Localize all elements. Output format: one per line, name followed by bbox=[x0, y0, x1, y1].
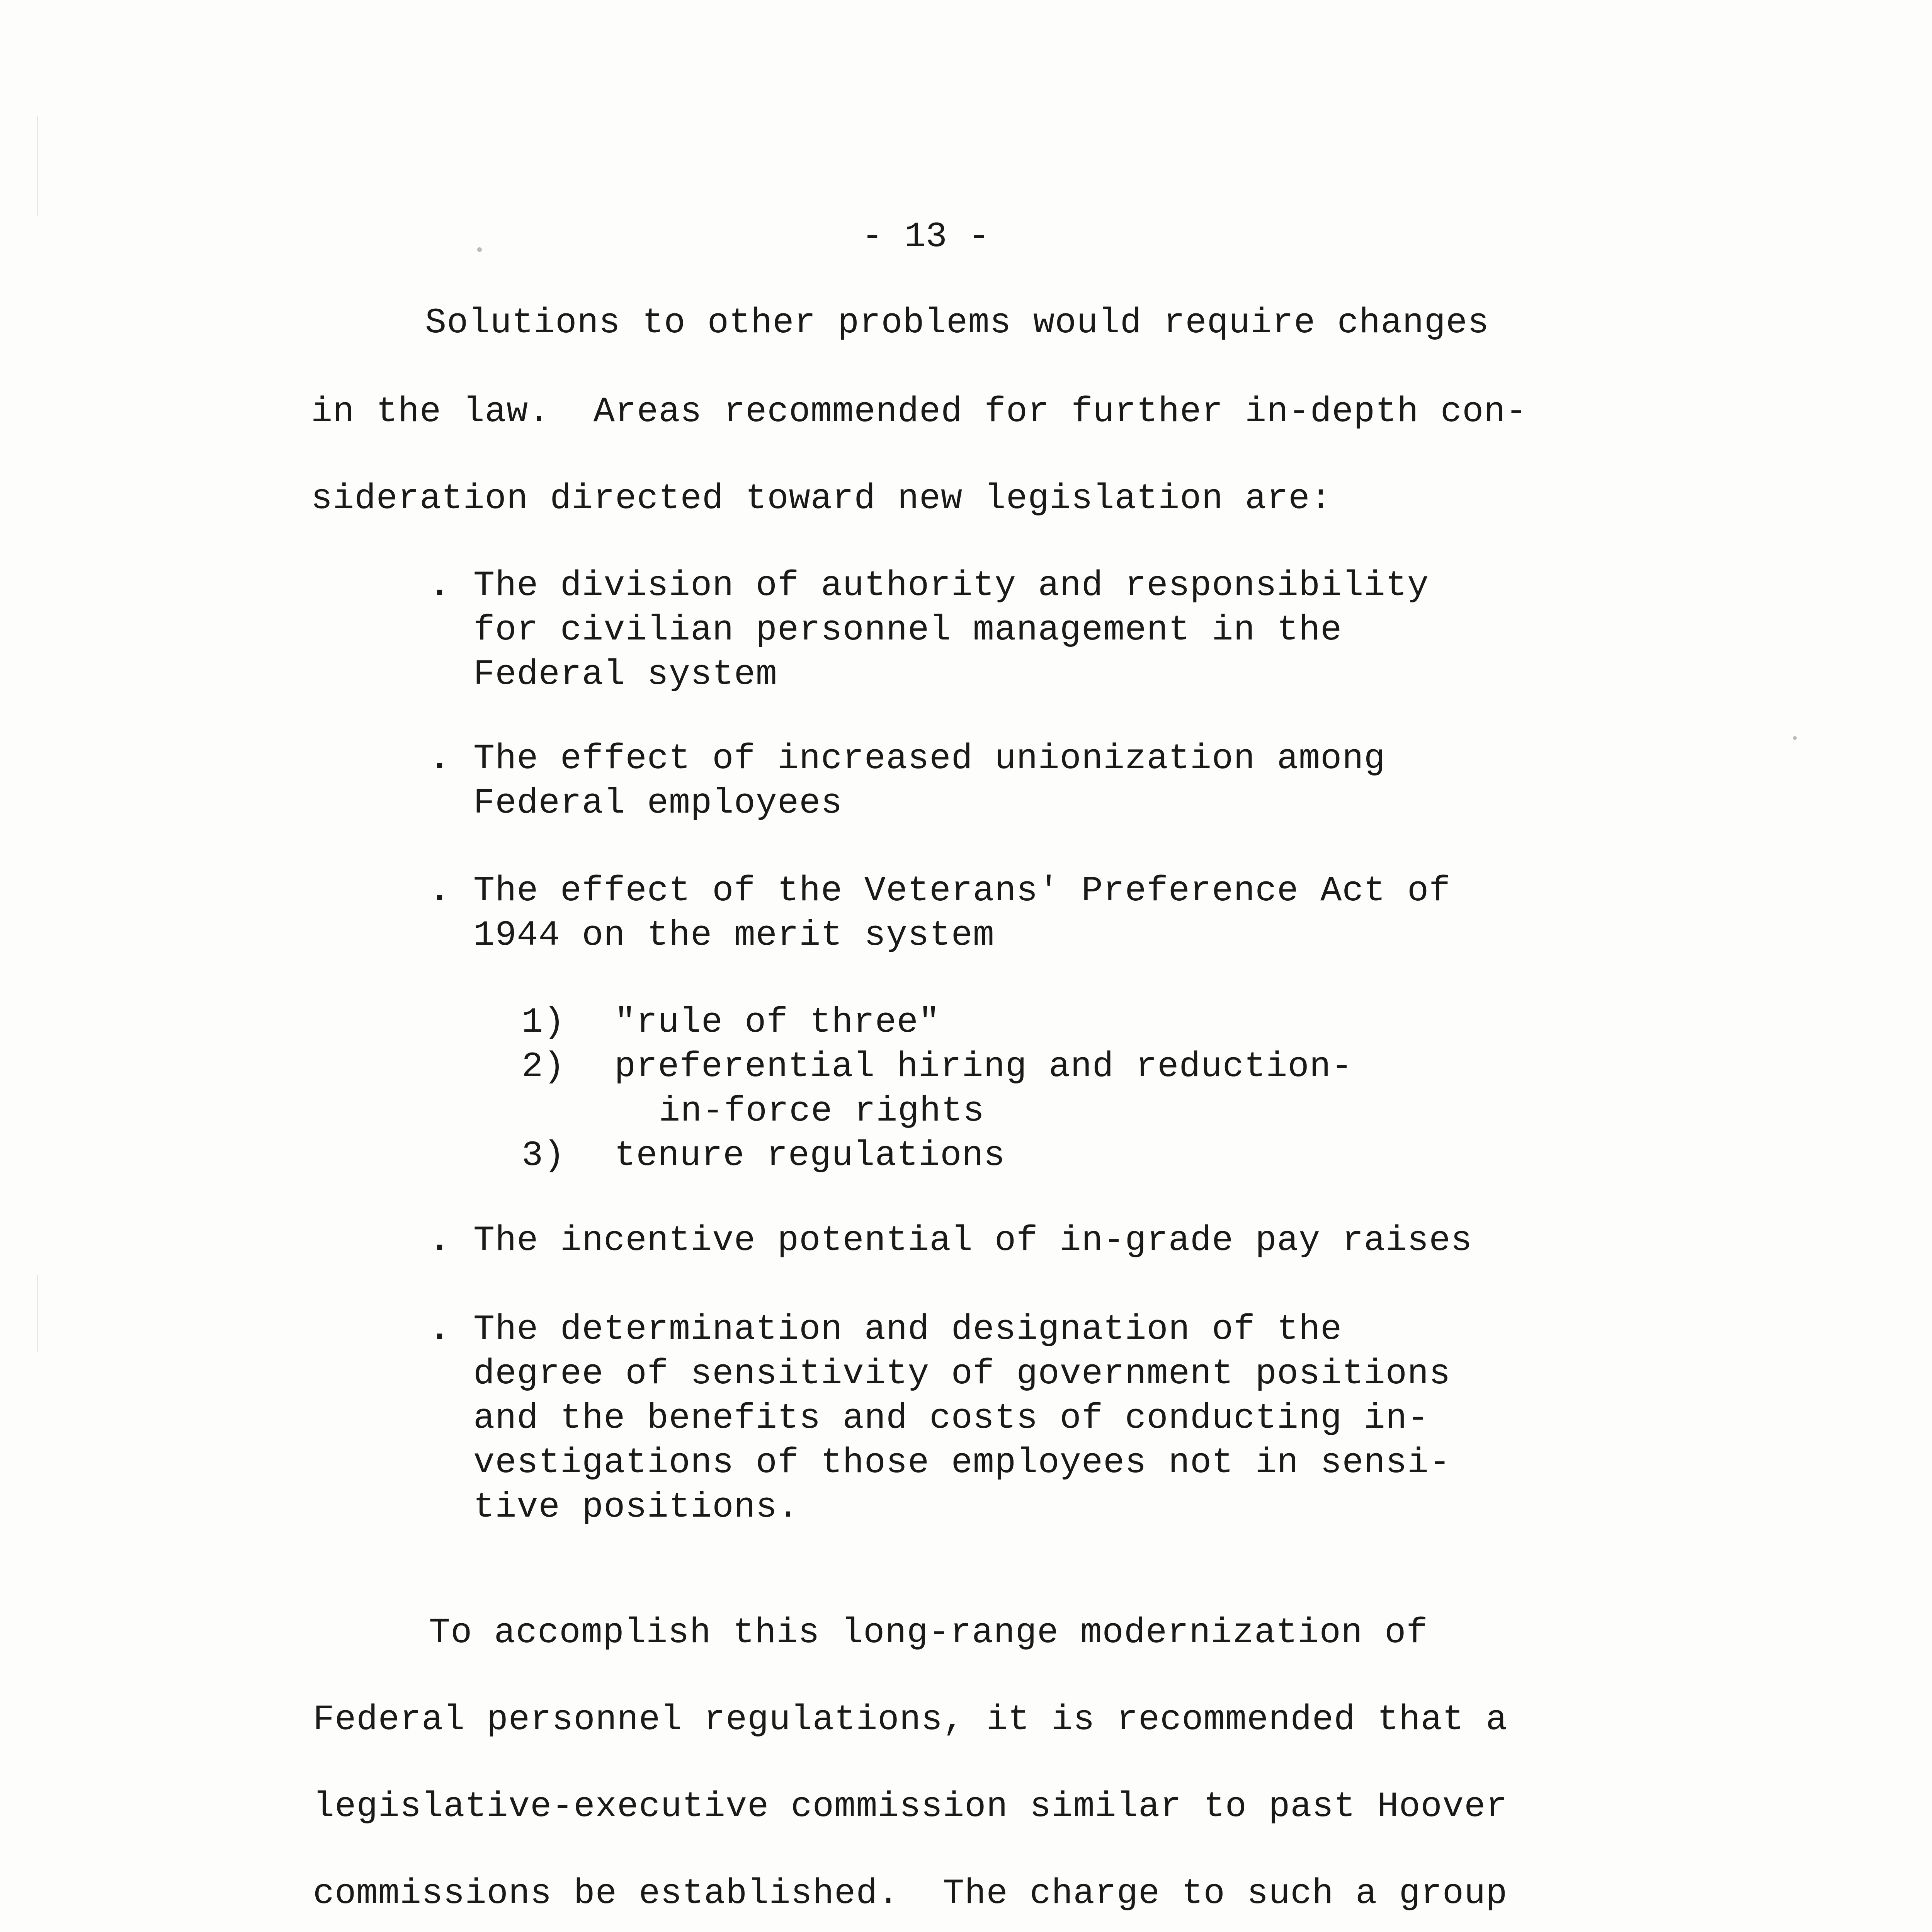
bullet-marker: . bbox=[429, 1220, 451, 1261]
closing-line: commissions be established. The charge to such a group bbox=[313, 1873, 1508, 1914]
closing-line: To accomplish this long-range modernization of bbox=[429, 1612, 1428, 1653]
bullet-line: vestigations of those employees not in sensi- bbox=[473, 1442, 1451, 1483]
bullet-line: The incentive potential of in-grade pay raises bbox=[473, 1220, 1473, 1261]
sublist-number: 2) bbox=[522, 1046, 565, 1087]
bullet-line: Federal employees bbox=[473, 783, 843, 823]
sublist-text: in-force rights bbox=[659, 1091, 985, 1131]
scan-edge-mark bbox=[37, 1275, 38, 1352]
intro-line: Solutions to other problems would require changes bbox=[425, 303, 1490, 343]
bullet-line: for civilian personnel management in the bbox=[473, 610, 1342, 650]
scan-edge-mark bbox=[37, 116, 38, 216]
bullet-line: Federal system bbox=[473, 654, 777, 695]
sublist-text: tenure regulations bbox=[614, 1135, 1005, 1176]
sublist-text: "rule of three" bbox=[614, 1002, 940, 1043]
scan-speck bbox=[477, 247, 482, 252]
bullet-line: and the benefits and costs of conducting in- bbox=[473, 1398, 1429, 1439]
bullet-line: The determination and designation of the bbox=[473, 1309, 1342, 1350]
bullet-line: The effect of increased unionization among bbox=[473, 738, 1386, 779]
bullet-line: The division of authority and responsibility bbox=[473, 565, 1429, 606]
bullet-line: degree of sensitivity of government positions bbox=[473, 1354, 1451, 1394]
intro-line: in the law. Areas recommended for further in-depth con- bbox=[311, 391, 1527, 432]
scan-speck bbox=[1793, 736, 1797, 740]
bullet-marker: . bbox=[429, 871, 451, 911]
sublist-text: preferential hiring and reduction- bbox=[614, 1046, 1353, 1087]
bullet-line: 1944 on the merit system bbox=[473, 915, 995, 956]
bullet-marker: . bbox=[429, 565, 451, 606]
closing-line: legislative-executive commission similar to past Hoover bbox=[313, 1786, 1508, 1827]
bullet-marker: . bbox=[429, 738, 451, 779]
bullet-line: tive positions. bbox=[473, 1487, 799, 1527]
bullet-line: The effect of the Veterans' Preference Act of bbox=[473, 871, 1451, 911]
closing-line: Federal personnel regulations, it is recommended that a bbox=[313, 1699, 1508, 1740]
sublist-number: 1) bbox=[522, 1002, 565, 1043]
page-number: - 13 - bbox=[862, 216, 990, 257]
sublist-number: 3) bbox=[522, 1135, 565, 1176]
bullet-marker: . bbox=[429, 1309, 451, 1350]
intro-line: sideration directed toward new legislation are: bbox=[311, 478, 1332, 519]
